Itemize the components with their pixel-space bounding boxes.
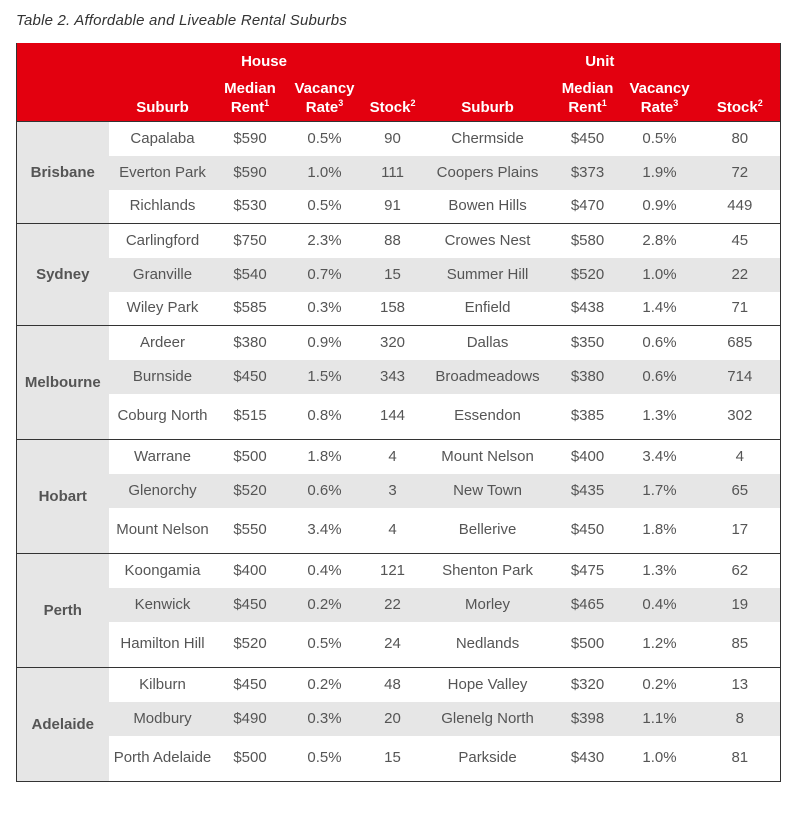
house-stock-cell: 22 — [366, 588, 420, 622]
header-city-blank — [17, 73, 109, 122]
unit-suburb-cell: Mount Nelson — [420, 440, 556, 474]
table-row — [17, 508, 781, 554]
house-stock-cell: 20 — [366, 702, 420, 736]
house-rent-cell: $590 — [217, 122, 284, 156]
unit-stock-cell: 449 — [727, 197, 753, 215]
table-body — [17, 122, 781, 782]
house-stock-cell: 3 — [366, 474, 420, 508]
house-rent-cell: $750 — [217, 224, 284, 258]
header-group-row — [17, 43, 781, 73]
unit-suburb-cell: Parkside — [458, 749, 517, 767]
house-stock-cell: 15 — [384, 749, 401, 767]
house-rent-cell: $530 — [233, 197, 267, 215]
unit-rent-cell: $465 — [556, 588, 620, 622]
unit-rent-cell: $580 — [556, 224, 620, 258]
header-unit-stock: Stock$^2$ — [700, 73, 781, 122]
unit-rent-cell: $400 — [556, 440, 620, 474]
house-suburb-cell: Capalaba — [109, 122, 217, 156]
city-label: Adelaide — [17, 668, 109, 782]
house-vacancy-cell: 0.6% — [284, 474, 366, 508]
house-stock-cell: 111 — [366, 156, 420, 190]
house-stock-cell: 144 — [380, 407, 406, 425]
house-suburb-cell: Burnside — [109, 360, 217, 394]
unit-stock-cell: 685 — [700, 326, 781, 360]
house-rent-cell: $590 — [217, 156, 284, 190]
unit-vacancy-cell: 0.6% — [620, 326, 700, 360]
table-row — [17, 736, 781, 782]
header-house-stock: Stock$^2$ — [366, 73, 420, 122]
unit-vacancy-cell: 1.2% — [642, 635, 677, 653]
unit-vacancy-cell: 0.9% — [642, 197, 677, 215]
table-row — [17, 474, 781, 508]
house-vacancy-cell: 0.2% — [284, 668, 366, 702]
house-rent-cell: $520 — [233, 635, 267, 653]
house-stock-cell: 320 — [366, 326, 420, 360]
house-rent-cell: $450 — [217, 360, 284, 394]
unit-vacancy-cell: 1.0% — [642, 749, 677, 767]
unit-vacancy-cell: 0.4% — [620, 588, 700, 622]
unit-suburb-cell: Summer Hill — [420, 258, 556, 292]
house-vacancy-cell: 0.5% — [284, 122, 366, 156]
unit-suburb-cell: New Town — [420, 474, 556, 508]
house-stock-cell: 88 — [366, 224, 420, 258]
table-row — [17, 554, 781, 588]
house-suburb-cell: Granville — [109, 258, 217, 292]
unit-stock-cell: 714 — [700, 360, 781, 394]
house-suburb-cell: Modbury — [109, 702, 217, 736]
unit-stock-cell: 13 — [700, 668, 781, 702]
header-house-median-rent: Median Rent$^1$ — [217, 73, 284, 122]
unit-vacancy-cell: 1.3% — [642, 407, 677, 425]
unit-vacancy-cell: 3.4% — [620, 440, 700, 474]
header-blank — [17, 43, 109, 73]
table-row — [17, 326, 781, 360]
table-row — [17, 122, 781, 156]
unit-suburb-cell: Bellerive — [458, 521, 517, 539]
table-row — [17, 394, 781, 440]
house-vacancy-cell: 3.4% — [307, 521, 342, 539]
house-rent-cell: $500 — [217, 440, 284, 474]
unit-vacancy-cell: 1.4% — [642, 299, 677, 317]
house-vacancy-cell: 0.2% — [284, 588, 366, 622]
house-stock-cell: 15 — [366, 258, 420, 292]
house-stock-cell: 4 — [366, 440, 420, 474]
city-label: Brisbane — [17, 122, 109, 224]
unit-vacancy-cell: 1.7% — [620, 474, 700, 508]
unit-stock-cell: 302 — [727, 407, 753, 425]
house-stock-cell: 4 — [388, 521, 397, 539]
table-row — [17, 588, 781, 622]
unit-suburb-cell: Dallas — [420, 326, 556, 360]
unit-rent-cell: $438 — [570, 299, 605, 317]
house-vacancy-cell: 0.8% — [307, 407, 342, 425]
table-row — [17, 440, 781, 474]
table-row — [17, 156, 781, 190]
unit-rent-cell: $450 — [570, 521, 605, 539]
header-house-vacancy-rate: Vacancy Rate$^3$ — [284, 73, 366, 122]
city-label: Sydney — [17, 224, 109, 326]
table-row — [17, 224, 781, 258]
unit-suburb-cell: Nedlands — [455, 635, 520, 653]
header-unit-group: Unit — [420, 43, 781, 73]
unit-vacancy-cell: 0.6% — [620, 360, 700, 394]
house-rent-cell: $490 — [217, 702, 284, 736]
unit-rent-cell: $350 — [556, 326, 620, 360]
house-suburb-cell: Hamilton Hill — [120, 635, 205, 653]
house-rent-cell: $450 — [217, 668, 284, 702]
unit-rent-cell: $450 — [556, 122, 620, 156]
table-row — [17, 360, 781, 394]
house-suburb-cell: Richlands — [129, 197, 196, 215]
house-vacancy-cell: 2.3% — [284, 224, 366, 258]
unit-stock-cell: 80 — [700, 122, 781, 156]
unit-vacancy-cell: 2.8% — [620, 224, 700, 258]
city-label: Perth — [17, 554, 109, 668]
unit-stock-cell: 19 — [700, 588, 781, 622]
house-vacancy-cell: 1.8% — [284, 440, 366, 474]
house-suburb-cell: Warrane — [109, 440, 217, 474]
house-vacancy-cell: 0.3% — [284, 702, 366, 736]
house-suburb-cell: Koongamia — [109, 554, 217, 588]
unit-vacancy-cell: 1.3% — [620, 554, 700, 588]
house-suburb-cell: Glenorchy — [109, 474, 217, 508]
house-suburb-cell: Wiley Park — [126, 299, 199, 317]
house-rent-cell: $450 — [217, 588, 284, 622]
house-stock-cell: 48 — [366, 668, 420, 702]
unit-stock-cell: 45 — [700, 224, 781, 258]
house-vacancy-cell: 1.0% — [284, 156, 366, 190]
table-row — [17, 702, 781, 736]
unit-suburb-cell: Enfield — [464, 299, 511, 317]
unit-rent-cell: $500 — [570, 635, 605, 653]
unit-suburb-cell: Glenelg North — [420, 702, 556, 736]
house-rent-cell: $380 — [217, 326, 284, 360]
unit-vacancy-cell: 1.9% — [620, 156, 700, 190]
header-house-suburb: Suburb — [109, 73, 217, 122]
house-rent-cell: $400 — [217, 554, 284, 588]
table-row — [17, 190, 781, 224]
unit-suburb-cell: Bowen Hills — [448, 197, 527, 215]
unit-rent-cell: $373 — [556, 156, 620, 190]
house-suburb-cell: Coburg North — [117, 407, 208, 425]
unit-stock-cell: 22 — [700, 258, 781, 292]
house-rent-cell: $515 — [233, 407, 267, 425]
unit-stock-cell: 8 — [700, 702, 781, 736]
unit-suburb-cell: Shenton Park — [420, 554, 556, 588]
header-unit-suburb: Suburb — [420, 73, 556, 122]
house-vacancy-cell: 1.5% — [284, 360, 366, 394]
table-caption: Table 2. Affordable and Liveable Rental Suburbs — [16, 12, 348, 29]
unit-stock-cell: 17 — [731, 521, 749, 539]
house-vacancy-cell: 0.5% — [307, 749, 342, 767]
header-column-row — [17, 73, 781, 122]
house-suburb-cell: Kilburn — [109, 668, 217, 702]
unit-suburb-cell: Broadmeadows — [420, 360, 556, 394]
header-unit-vacancy-rate: Vacancy Rate$^3$ — [620, 73, 700, 122]
table-row — [17, 258, 781, 292]
unit-stock-cell: 81 — [731, 749, 749, 767]
unit-rent-cell: $520 — [556, 258, 620, 292]
unit-stock-cell: 72 — [700, 156, 781, 190]
unit-rent-cell: $380 — [556, 360, 620, 394]
header-house-group: House — [109, 43, 420, 73]
unit-rent-cell: $385 — [570, 407, 605, 425]
unit-stock-cell: 62 — [700, 554, 781, 588]
house-rent-cell: $550 — [233, 521, 267, 539]
unit-suburb-cell: Essendon — [454, 407, 521, 425]
house-suburb-cell: Ardeer — [109, 326, 217, 360]
unit-stock-cell: 4 — [700, 440, 781, 474]
house-rent-cell: $500 — [233, 749, 267, 767]
house-stock-cell: 91 — [384, 197, 401, 215]
unit-suburb-cell: Crowes Nest — [420, 224, 556, 258]
table-row — [17, 622, 781, 668]
house-vacancy-cell: 0.9% — [284, 326, 366, 360]
house-suburb-cell: Carlingford — [109, 224, 217, 258]
unit-suburb-cell: Coopers Plains — [420, 156, 556, 190]
unit-vacancy-cell: 0.5% — [620, 122, 700, 156]
table-row — [17, 292, 781, 326]
rental-suburbs-table — [16, 43, 781, 782]
unit-stock-cell: 65 — [700, 474, 781, 508]
unit-suburb-cell: Chermside — [420, 122, 556, 156]
city-label: Hobart — [17, 440, 109, 554]
house-vacancy-cell: 0.3% — [307, 299, 342, 317]
unit-rent-cell: $398 — [556, 702, 620, 736]
house-suburb-cell: Kenwick — [109, 588, 217, 622]
house-vacancy-cell: 0.5% — [307, 635, 342, 653]
unit-stock-cell: 85 — [731, 635, 749, 653]
house-suburb-cell: Porth Adelaide — [113, 749, 212, 767]
house-vacancy-cell: 0.7% — [284, 258, 366, 292]
house-rent-cell: $585 — [233, 299, 267, 317]
unit-vacancy-cell: 0.2% — [620, 668, 700, 702]
house-stock-cell: 24 — [384, 635, 401, 653]
house-stock-cell: 158 — [380, 299, 406, 317]
house-rent-cell: $520 — [217, 474, 284, 508]
house-stock-cell: 121 — [366, 554, 420, 588]
table-row — [17, 668, 781, 702]
unit-suburb-cell: Hope Valley — [420, 668, 556, 702]
house-stock-cell: 343 — [366, 360, 420, 394]
header-unit-median-rent: Median Rent$^1$ — [556, 73, 620, 122]
house-stock-cell: 90 — [366, 122, 420, 156]
unit-vacancy-cell: 1.1% — [620, 702, 700, 736]
unit-rent-cell: $320 — [556, 668, 620, 702]
unit-vacancy-cell: 1.0% — [620, 258, 700, 292]
unit-rent-cell: $435 — [556, 474, 620, 508]
house-suburb-cell: Mount Nelson — [116, 521, 209, 539]
house-vacancy-cell: 0.4% — [284, 554, 366, 588]
unit-stock-cell: 71 — [731, 299, 749, 317]
unit-rent-cell: $470 — [570, 197, 605, 215]
house-rent-cell: $540 — [217, 258, 284, 292]
unit-vacancy-cell: 1.8% — [642, 521, 677, 539]
unit-rent-cell: $430 — [570, 749, 605, 767]
unit-rent-cell: $475 — [556, 554, 620, 588]
city-label: Melbourne — [17, 326, 109, 440]
house-suburb-cell: Everton Park — [109, 156, 217, 190]
unit-suburb-cell: Morley — [420, 588, 556, 622]
house-vacancy-cell: 0.5% — [307, 197, 342, 215]
